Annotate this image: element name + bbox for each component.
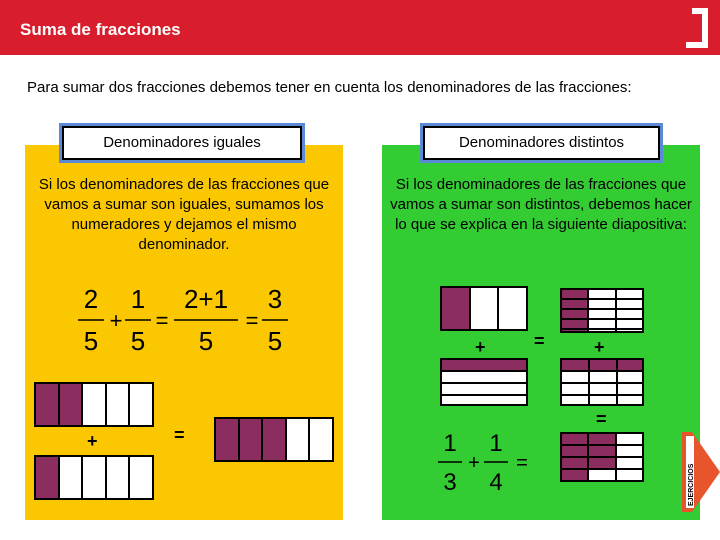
result-denominator: 5 <box>267 326 283 356</box>
fraction-bar-one-third <box>440 286 528 331</box>
fraction-b-numerator: 1 <box>489 430 503 457</box>
fraction-a-numerator: 2 <box>83 284 99 314</box>
plus-sign: + <box>109 308 123 333</box>
exercises-label: EJERCICIOS <box>688 463 695 506</box>
equals-sign: = <box>534 331 545 351</box>
fraction-bar-one-fourth <box>440 358 528 406</box>
different-denominators-text: Si los denominadores de las fracciones que vamos a sumar son distintos, debemos hacer lo que se explica en la siguiente diapositiva: <box>390 176 692 233</box>
different-denominators-equation <box>432 428 542 494</box>
sum-denominator: 5 <box>198 326 214 356</box>
sum-numerator: 2+1 <box>183 284 229 314</box>
fraction-bar-two-fifths <box>34 382 154 427</box>
fraction-bar-four-twelfths <box>560 288 644 333</box>
equals-sign: = <box>516 452 528 474</box>
fraction-bar-one-fifth <box>34 455 154 500</box>
result-numerator: 3 <box>267 284 283 314</box>
fraction-b-numerator: 1 <box>130 284 146 314</box>
plus-sign: + <box>468 452 480 474</box>
fraction-a-denominator: 3 <box>443 469 457 496</box>
fraction-bar-three-fifths <box>214 417 334 462</box>
corner-logo-icon <box>684 6 710 50</box>
equals-sign: = <box>155 308 169 333</box>
equal-denominators-equation <box>70 283 300 355</box>
equals-sign: = <box>174 425 185 445</box>
intro-text: Para sumar dos fracciones debemos tener en cuenta los denominadores de las fracciones: <box>27 79 632 96</box>
fraction-a-denominator: 5 <box>83 326 99 356</box>
page-title: Suma de fracciones <box>20 20 181 39</box>
plus-sign: + <box>594 337 605 357</box>
header-bar <box>0 0 720 55</box>
equal-denominators-heading: Denominadores iguales <box>62 126 302 160</box>
equal-denominators-text: Si los denominadores de las fracciones que vamos a sumar son iguales, sumamos los numeradores y dejamos el mismo denominador. <box>38 176 330 253</box>
fraction-bar-seven-twelfths <box>560 432 644 482</box>
plus-sign: + <box>475 337 486 357</box>
fraction-bar-three-twelfths <box>560 358 644 406</box>
equals-sign: = <box>245 308 259 333</box>
plus-sign: + <box>87 431 98 451</box>
equals-sign: = <box>596 409 607 429</box>
different-denominators-heading: Denominadores distintos <box>423 126 660 160</box>
fraction-b-denominator: 4 <box>489 469 503 496</box>
fraction-a-numerator: 1 <box>443 430 457 457</box>
fraction-b-denominator: 5 <box>130 326 146 356</box>
exercises-button[interactable] <box>682 432 720 512</box>
